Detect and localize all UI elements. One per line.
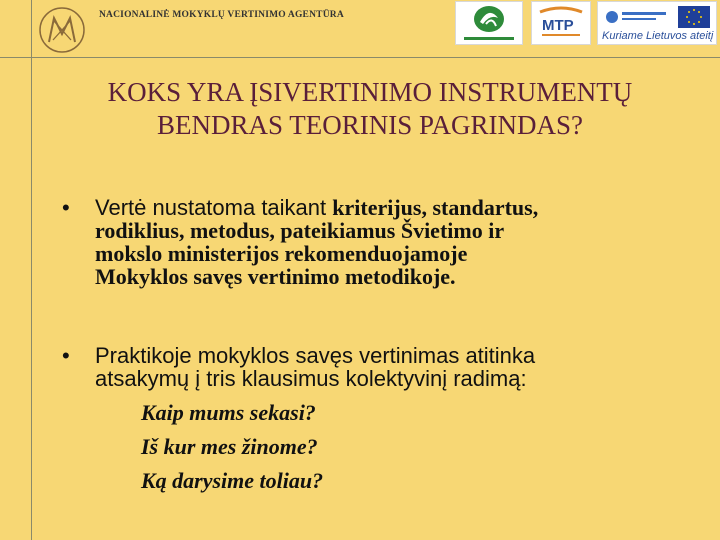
question-list <box>95 390 535 498</box>
bullet-1-line-2: rodiklius, metodus, pateikiamus Švietimo ir <box>95 218 505 243</box>
bullet-marker: • <box>62 195 70 220</box>
bullet-1-line-1 <box>95 196 538 219</box>
left-divider-line <box>31 0 32 540</box>
bullet-1-text <box>95 196 538 288</box>
question-3: Ką darysime toliau? <box>141 468 324 493</box>
partner-logo-1 <box>455 1 523 45</box>
question-1: Kaip mums sekasi? <box>141 400 316 425</box>
title-line-2: BENDRAS TEORINIS PAGRINDAS? <box>156 110 584 140</box>
mtp-logo-icon <box>532 2 590 44</box>
bullet-1-line-3: mokslo ministerijos rekomenduojamoje <box>95 241 468 266</box>
bullet-1-line-4: Mokyklos savęs vertinimo metodikoje. <box>95 264 456 289</box>
eu-logo-text: Kuriame Lietuvos ateitį <box>602 30 714 42</box>
partner-logo-2 <box>531 1 591 45</box>
bullet-2-line-1: Praktikoje mokyklos savęs vertinimas atitinka <box>95 343 536 368</box>
bullet-1-bold: kriterijus, standartus, <box>332 195 539 220</box>
eu-funds-logo <box>597 1 717 45</box>
bullet-1-prefix: Vertė nustatoma taikant <box>95 195 333 220</box>
bullet-2-text <box>95 344 535 498</box>
agency-logo-icon <box>38 6 86 54</box>
eu-flag-icon <box>598 2 716 44</box>
slide-title <box>40 76 700 142</box>
mtp-logo-text: MTP <box>542 17 574 34</box>
question-2: Iš kur mes žinome? <box>141 434 318 459</box>
bullet-2-line-2: atsakymų į tris klausimus kolektyvinį radimą: <box>95 366 527 391</box>
org-name: NACIONALINĖ MOKYKLŲ VERTINIMO AGENTŪRA <box>99 10 344 20</box>
title-line-1: KOKS YRA ĮSIVERTINIMO INSTRUMENTŲ <box>107 77 633 107</box>
header-divider-line <box>0 57 720 58</box>
bullet-marker: • <box>62 343 70 368</box>
leaf-logo-icon <box>456 2 522 44</box>
